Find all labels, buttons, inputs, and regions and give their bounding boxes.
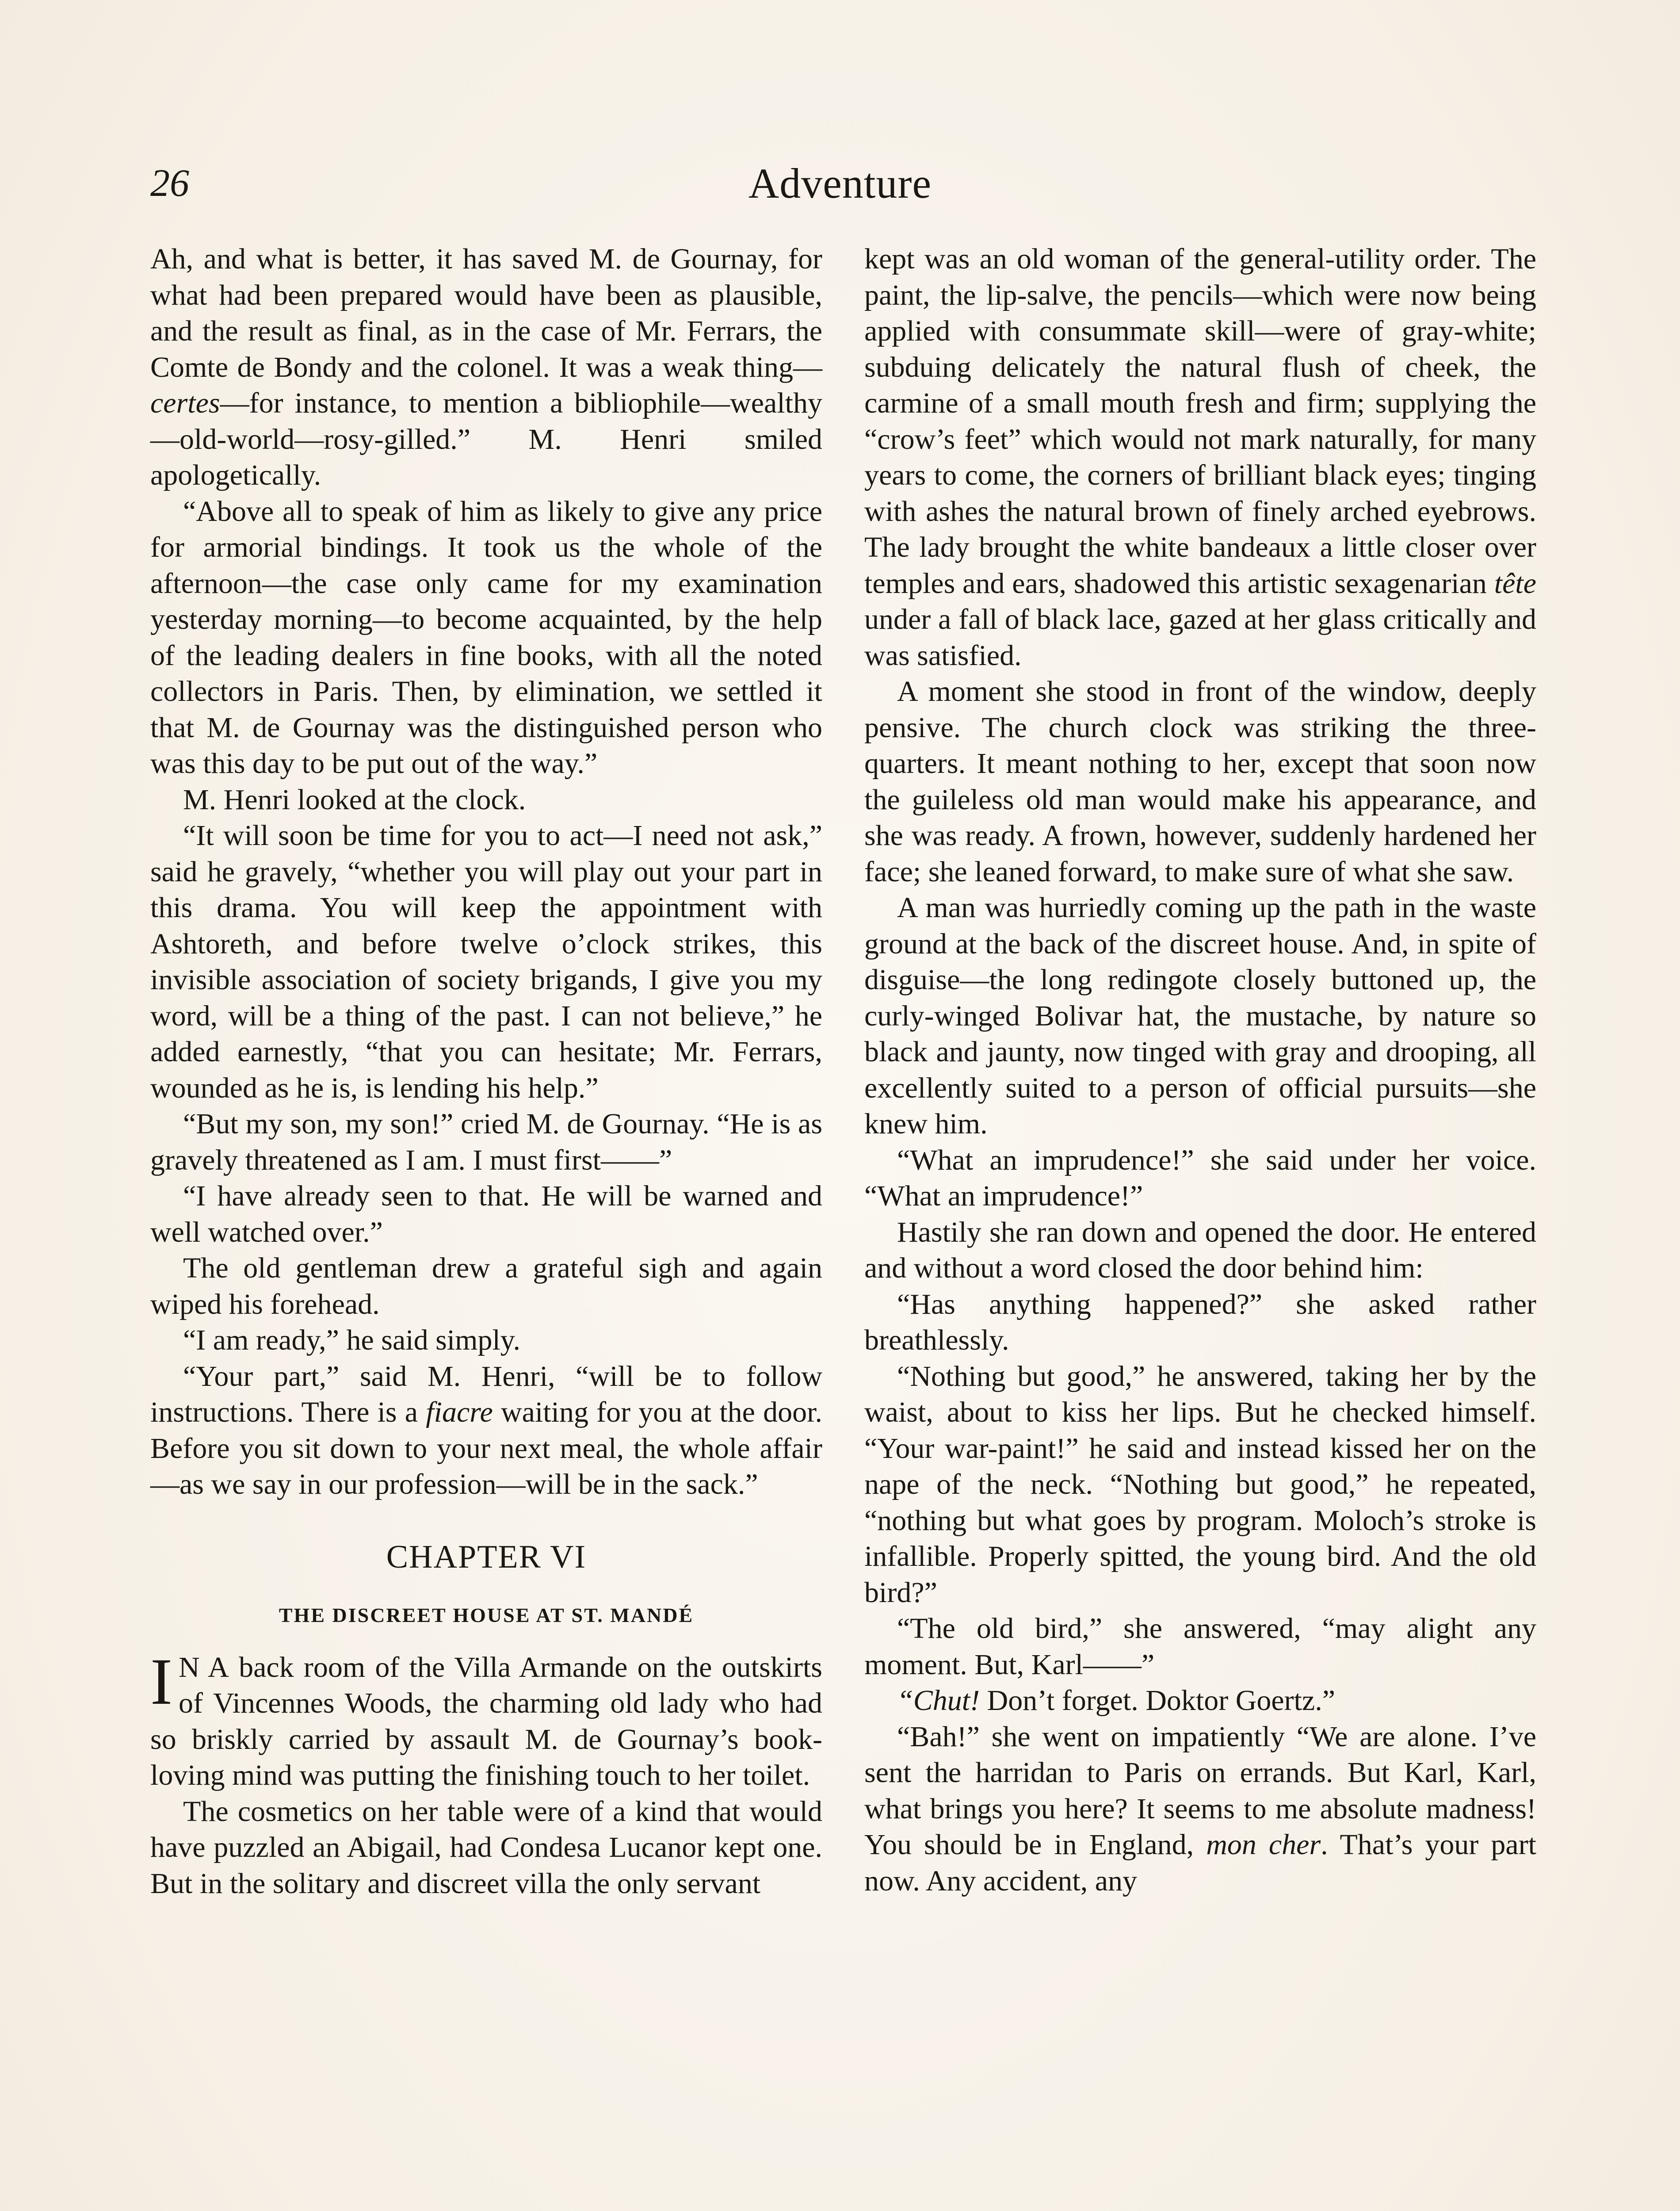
chapter-title: CHAPTER VI	[386, 1538, 587, 1575]
paragraph: “Above all to speak of him as likely to give any price for armorial bindings. It took us the whole of the afternoon—the case only came for my examination yesterday morning—to become acquainted, by the help of the leading dealers in fine books, with all the noted collectors in Paris. Then, by elimination, we settled it that M. de Gournay was the distinguished person who was this day to be put out of the way.”	[150, 495, 822, 780]
paragraph: “The old bird,” she answered, “may alight any moment. But, Karl——”	[864, 1612, 1536, 1681]
paragraph: Hastily she ran down and opened the door. He entered and without a word closed the door behind him:	[864, 1216, 1536, 1284]
chapter-opening-paragraph: I N A back room of the Villa Armande on the outskirts of Vincennes Woods, the charming old lady who had so briskly carried by assault M. de Gournay’s book-loving mind was putting the finishing touch to her toilet.	[150, 1645, 822, 1791]
paragraph: “Has anything happened?” she asked rather breathlessly.	[864, 1288, 1536, 1356]
paragraph: The old gentleman drew a grateful sigh and again wiped his forehead.	[150, 1252, 822, 1320]
paragraph: “What an imprudence!” she said under her voice. “What an imprudence!”	[864, 1144, 1536, 1212]
running-title: Adventure	[748, 160, 932, 207]
paragraph: The cosmetics on her table were of a kind that would have puzzled an Abigail, had Condesa Lucanor kept one. But in the solitary and discreet villa the only servant	[150, 1795, 822, 1900]
paragraph: “I am ready,” he said simply.	[183, 1324, 520, 1356]
right-column	[864, 241, 1536, 1899]
chapter-subtitle: THE DISCREET HOUSE AT ST. MANDÉ	[279, 1603, 694, 1626]
paragraph: M. Henri looked at the clock.	[183, 783, 526, 816]
paragraph: A moment she stood in front of the window, deeply pensive. The church clock was striking the three-quarters. It meant nothing to her, except that soon now the guileless old man would make his appearance, and she was ready. A frown, however, suddenly hardened her face; she leaned forward, to make sure of what she saw.	[864, 675, 1536, 888]
page-number: 26	[150, 162, 189, 205]
paragraph: “It will soon be time for you to act—I need not ask,” said he gravely, “whether you will play out your part in this drama. You will keep the appointment with Ashtoreth, and before twelve o’clock strikes, this invisible association of society brigands, I give you my word, will be a thing of the past. I can not believe,” he added earnestly, “that you can hesitate; Mr. Ferrars, wounded as he is, is lending his help.”	[150, 819, 822, 1104]
paragraph: “But my son, my son!” cried M. de Gournay. “He is as gravely threatened as I am. I must first——”	[150, 1108, 822, 1176]
paragraph: Ah, and what is better, it has saved M. de Gournay, for what had been prepared would have been as plausible, and the result as final, as in the case of Mr. Ferrars, the Comte de Bondy and the colonel. It was a weak thing—certes—for instance, to mention a bibliophile—wealthy—old-world—rosy-gilled.” M. Henri smiled apologetically.	[150, 243, 822, 491]
paragraph: “Chut! Don’t forget. Doktor Goertz.”	[897, 1684, 1336, 1717]
paragraph: “Bah!” she went on impatiently “We are alone. I’ve sent the harridan to Paris on errands. But Karl, Karl, what brings you here? It seems to me absolute madness! You should be in England, mon cher. That’s your part now. Any accident, any	[864, 1720, 1537, 1897]
paragraph: “I have already seen to that. He will be warned and well watched over.”	[150, 1180, 822, 1248]
paragraph: “Nothing but good,” he answered, taking her by the waist, about to kiss her lips. But he checked himself. “Your war-paint!” he said and instead kissed her on the nape of the neck. “Nothing but good,” he repeated, “nothing but what goes by program. Moloch’s stroke is infallible. Properly spitted, the young bird. And the old bird?”	[864, 1360, 1536, 1609]
paragraph: “Your part,” said M. Henri, “will be to follow instructions. There is a fiacre waiting for you at the door. Before you sit down to your next meal, the whole affair—as we say in our profession—will be in the sack.”	[150, 1360, 823, 1500]
drop-cap: I	[150, 1645, 172, 1718]
left-column	[150, 241, 822, 1901]
page-header	[150, 157, 1530, 210]
paragraph: kept was an old woman of the general-utility order. The paint, the lip-salve, the pencils—which were now being applied with consummate skill—were of gray-white; subduing delicately the natural flush of cheek, the carmine of a small mouth fresh and firm; supplying the “crow’s feet” which would not mark naturally, for many years to come, the corners of brilliant black eyes; tinging with ashes the natural brown of finely arched eyebrows. The lady brought the white bandeaux a little closer over temples and ears, shadowed this artistic sexagenarian tête under a fall of black lace, gazed at her glass critically and was satisfied.	[864, 243, 1536, 672]
paragraph: A man was hurriedly coming up the path in the waste ground at the back of the discreet house. And, in spite of disguise—the long redingote closely buttoned up, the curly-winged Bolivar hat, the mustache, by nature so black and jaunty, now tinged with gray and drooping, all excellently suited to a person of official pursuits—she knew him.	[864, 891, 1536, 1140]
